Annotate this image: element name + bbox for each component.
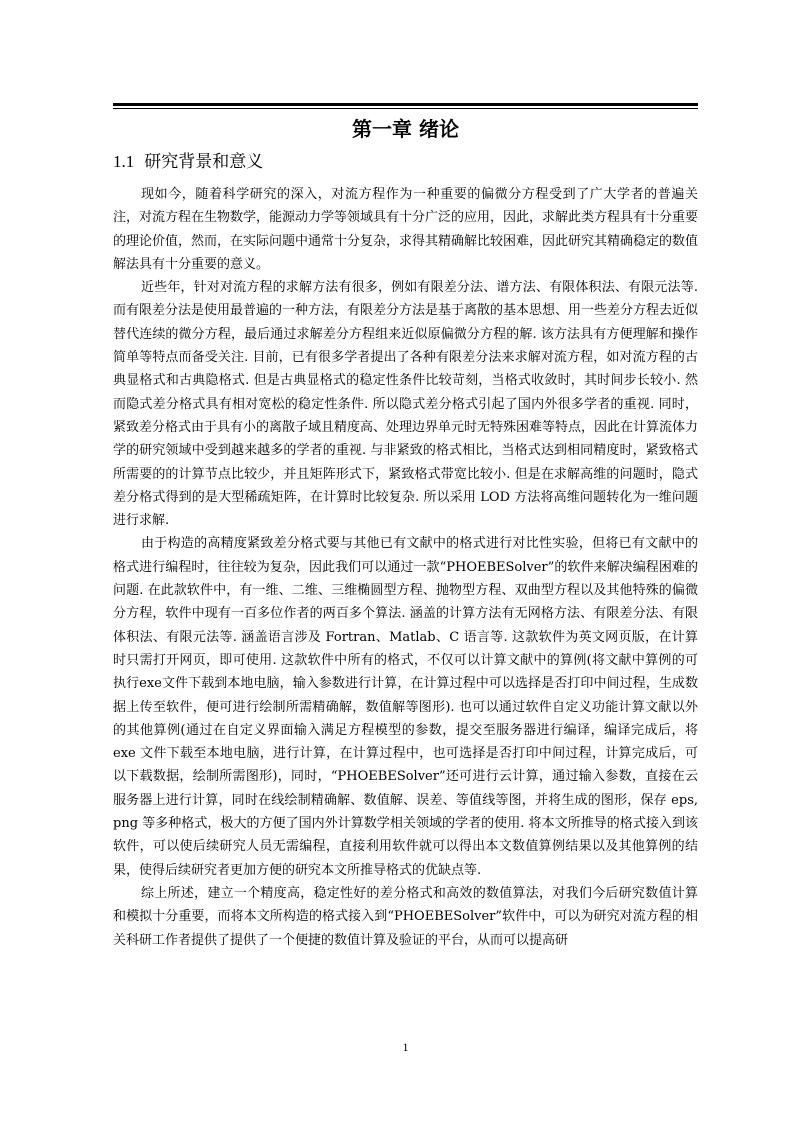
section-title: 研究背景和意义: [144, 152, 264, 172]
body-text: [113, 183, 698, 952]
section-heading: [113, 150, 698, 174]
header-rule-thick: [113, 103, 698, 106]
header-rule-thin: [113, 108, 698, 109]
paragraph: 由于构造的高精度紧致差分格式要与其他已有文献中的格式进行对比性实验，但将已有文献中的格式进行编程时，往往较为复杂，因此我们可以通过一款“PHOEBESolver”的软件来解决编程困难的问题. 在此款软件中，有一维、二维、三维椭圆型方程、抛物型方程、双曲型方程以及其他特殊的偏微分方程，软件中现有一百多位作者的两百多个算法. 涵盖的计算方法有无网格方法、有限差分法、有限体积法、有限元法等. 涵盖语言涉及 Fortran、Matlab、C 语言等. 这款软件为英文网页版，在计算时只需打开网页，即可使用. 这款软件中所有的格式，不仅可以计算文献中的算例(将文献中算例的可执行exe文件下载到本地电脑，输入参数进行计算，在计算过程中可以选择是否打印中间过程，生成数据上传至软件，便可进行绘制所需精确解，数值解等图形). 也可以通过软件自定义功能计算文献以外的其他算例(通过在自定义界面输入满足方程模型的参数，提交至服务器进行编译，编译完成后，将 exe 文件下载至本地电脑，进行计算，在计算过程中，也可选择是否打印中间过程，计算完成后，可以下载数据，绘制所需图形)，同时，“PHOEBESolver”还可进行云计算，通过输入参数，直接在云服务器上进行计算，同时在线绘制精确解、数值解、误差、等值线等图，并将生成的图形，保存 eps, png 等多种格式，极大的方便了国内外计算数学相关领域的学者的使用. 将本文所推导的格式接入到该软件，可以使后续研究人员无需编程，直接利用软件就可以得出本文数值算例结果以及其他算例的结果，使得后续研究者更加方便的研究本文所推导格式的优缺点等.: [113, 536, 698, 878]
paragraph: 近些年，针对对流方程的求解方法有很多，例如有限差分法、谱方法、有限体积法、有限元法等. 而有限差分法是使用最普遍的一种方法，有限差分方法是基于离散的基本思想、用一些差分方程去近似替代连续的微分方程，最后通过求解差分方程组来近似原偏微分方程的解. 该方法具有方便理解和操作简单等特点而备受关注. 目前，已有很多学者提出了各种有限差分法来求解对流方程，如对流方程的古典显格式和古典隐格式. 但是古典显格式的稳定性条件比较苛刻，当格式收敛时，其时间步长较小. 然而隐式差分格式具有相对宽松的稳定性条件. 所以隐式差分格式引起了国内外很多学者的重视. 同时，紧致差分格式由于具有小的离散子域且精度高、处理边界单元时无特殊困难等特点，因此在计算流体力学的研究领域中受到越来越多的学者的重视. 与非紧致的格式相比，当格式达到相同精度时，紧致格式所需要的的计算节点比较少，并且矩阵形式下，紧致格式带宽比较小. 但是在求解高维的问题时，隐式差分格式得到的是大型稀疏矩阵，在计算时比较复杂. 所以采用 LOD 方法将高维问题转化为一维问题进行求解.: [113, 280, 699, 529]
paragraph: 综上所述，建立一个精度高，稳定性好的差分格式和高效的数值算法，对我们今后研究数值计算和模拟十分重要，而将本文所构造的格式接入到“PHOEBESolver”软件中，可以为研究对流方程的相关科研工作者提供了提供了一个便捷的数值计算及验证的平台，从而可以提高研: [113, 885, 698, 948]
paragraph: 现如今，随着科学研究的深入，对流方程作为一种重要的偏微分方程受到了广大学者的普遍关注，对流方程在生物数学，能源动力学等领域具有十分广泛的应用，因此，求解此类方程具有十分重要的理论价值，然而，在实际问题中通常十分复杂，求得其精确解比较困难，因此研究其精确稳定的数值解法具有十分重要的意义。: [113, 187, 699, 272]
page-number: 1: [402, 1040, 409, 1054]
section-number: 1.1: [113, 152, 135, 171]
chapter-title: 第一章 绪论: [352, 117, 459, 141]
